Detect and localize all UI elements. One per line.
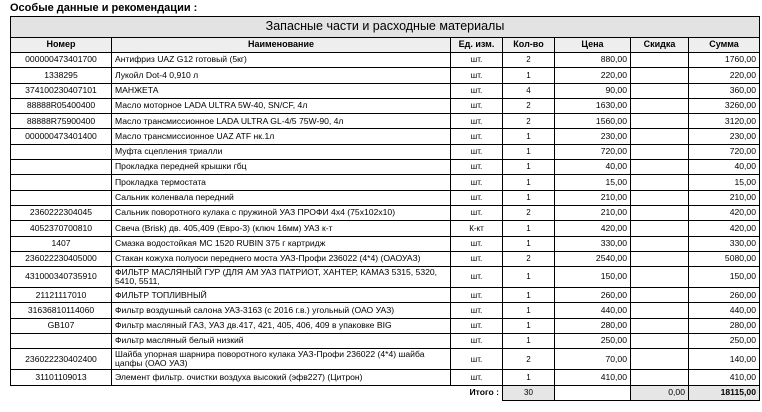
cell-price: 1560,00 xyxy=(555,114,631,129)
cell-qty: 1 xyxy=(503,129,555,144)
cell-unit: шт. xyxy=(451,144,503,159)
cell-sum: 250,00 xyxy=(689,334,760,349)
cell-price: 250,00 xyxy=(555,334,631,349)
table-row xyxy=(11,303,760,318)
cell-unit: шт. xyxy=(451,349,503,370)
cell-unit: шт. xyxy=(451,334,503,349)
cell-discount xyxy=(631,318,689,333)
cell-sum: 230,00 xyxy=(689,129,760,144)
cell-price: 70,00 xyxy=(555,349,631,370)
table-row xyxy=(11,221,760,236)
cell-discount xyxy=(631,160,689,175)
totals-spacer xyxy=(112,385,451,400)
cell-price: 1630,00 xyxy=(555,98,631,113)
cell-name: Антифриз UAZ G12 готовый (5кг) xyxy=(112,53,451,68)
cell-discount xyxy=(631,303,689,318)
table-row xyxy=(11,205,760,220)
cell-name: Масло трансмиссионное UAZ ATF нк.1л xyxy=(112,129,451,144)
cell-sum: 330,00 xyxy=(689,236,760,251)
header-sum: Сумма xyxy=(689,38,760,53)
cell-unit: шт. xyxy=(451,205,503,220)
cell-sum: 720,00 xyxy=(689,144,760,159)
cell-qty: 1 xyxy=(503,144,555,159)
cell-discount xyxy=(631,370,689,385)
cell-qty: 2 xyxy=(503,205,555,220)
cell-qty: 1 xyxy=(503,370,555,385)
table-header-row xyxy=(11,38,760,53)
cell-qty: 1 xyxy=(503,334,555,349)
cell-qty: 2 xyxy=(503,114,555,129)
cell-qty: 2 xyxy=(503,251,555,266)
cell-sum: 360,00 xyxy=(689,83,760,98)
cell-discount xyxy=(631,175,689,190)
header-number: Номер xyxy=(11,38,112,53)
cell-name: Смазка водостойкая МС 1520 RUBIN 375 г картридж xyxy=(112,236,451,251)
totals-price xyxy=(555,385,631,400)
cell-sum: 440,00 xyxy=(689,303,760,318)
cell-qty: 1 xyxy=(503,267,555,288)
cell-price: 440,00 xyxy=(555,303,631,318)
table-row xyxy=(11,160,760,175)
cell-sum: 410,00 xyxy=(689,370,760,385)
totals-spacer xyxy=(11,385,112,400)
cell-unit: шт. xyxy=(451,370,503,385)
totals-sum: 18115,00 xyxy=(689,385,760,400)
cell-unit: шт. xyxy=(451,83,503,98)
cell-discount xyxy=(631,205,689,220)
cell-unit: шт. xyxy=(451,68,503,83)
cell-discount xyxy=(631,114,689,129)
cell-number: 236022230405000 xyxy=(11,251,112,266)
cell-number xyxy=(11,144,112,159)
cell-number: 1338295 xyxy=(11,68,112,83)
cell-discount xyxy=(631,267,689,288)
cell-qty: 1 xyxy=(503,160,555,175)
cell-sum: 15,00 xyxy=(689,175,760,190)
cell-sum: 140,00 xyxy=(689,349,760,370)
cell-name: Фильтр масляный ГАЗ, УАЗ дв.417, 421, 405, 406, 409 в упаковке BIG xyxy=(112,318,451,333)
cell-discount xyxy=(631,53,689,68)
cell-qty: 4 xyxy=(503,83,555,98)
cell-sum: 210,00 xyxy=(689,190,760,205)
cell-number xyxy=(11,190,112,205)
header-name: Наименование xyxy=(112,38,451,53)
cell-number xyxy=(11,160,112,175)
cell-price: 15,00 xyxy=(555,175,631,190)
cell-number: 88888R75900400 xyxy=(11,114,112,129)
cell-number: 236022230402400 xyxy=(11,349,112,370)
cell-name: ФИЛЬТР МАСЛЯНЫЙ ГУР (ДЛЯ АМ УАЗ ПАТРИОТ, ХАНТЕР, КАМАЗ 5315, 5320, 5410, 5511, xyxy=(112,267,451,288)
cell-number: 1407 xyxy=(11,236,112,251)
cell-discount xyxy=(631,129,689,144)
cell-name: МАНЖЕТА xyxy=(112,83,451,98)
cell-name: Фильтр масляный белый низкий xyxy=(112,334,451,349)
cell-number xyxy=(11,334,112,349)
table-row xyxy=(11,83,760,98)
cell-discount xyxy=(631,221,689,236)
cell-discount xyxy=(631,98,689,113)
cell-qty: 1 xyxy=(503,318,555,333)
cell-number: GB107 xyxy=(11,318,112,333)
cell-sum: 280,00 xyxy=(689,318,760,333)
cell-qty: 1 xyxy=(503,221,555,236)
cell-number: 000000473401700 xyxy=(11,53,112,68)
cell-name: Элемент фильтр. очистки воздуха высокий (эфв227) (Цитрон) xyxy=(112,370,451,385)
table-row xyxy=(11,334,760,349)
table-row xyxy=(11,318,760,333)
cell-name: Прокладка передней крышки гбц xyxy=(112,160,451,175)
cell-number: 2360222304045 xyxy=(11,205,112,220)
cell-price: 210,00 xyxy=(555,190,631,205)
table-row xyxy=(11,370,760,385)
cell-sum: 220,00 xyxy=(689,68,760,83)
cell-name: Шайба упорная шарнира поворотного кулака УАЗ-Профи 236022 (4*4) шайба цапфы (ОАО УАЗ) xyxy=(112,349,451,370)
cell-discount xyxy=(631,68,689,83)
cell-unit: шт. xyxy=(451,236,503,251)
header-price: Цена xyxy=(555,38,631,53)
cell-price: 90,00 xyxy=(555,83,631,98)
cell-price: 210,00 xyxy=(555,205,631,220)
cell-price: 410,00 xyxy=(555,370,631,385)
table-body xyxy=(11,53,760,386)
cell-price: 220,00 xyxy=(555,68,631,83)
totals-discount: 0,00 xyxy=(631,385,689,400)
cell-unit: шт. xyxy=(451,190,503,205)
cell-qty: 1 xyxy=(503,288,555,303)
cell-unit: шт. xyxy=(451,114,503,129)
header-qty: Кол-во xyxy=(503,38,555,53)
cell-price: 2540,00 xyxy=(555,251,631,266)
table-row xyxy=(11,144,760,159)
cell-discount xyxy=(631,236,689,251)
table-row xyxy=(11,267,760,288)
cell-unit: шт. xyxy=(451,251,503,266)
totals-row xyxy=(11,385,760,400)
cell-unit: шт. xyxy=(451,160,503,175)
cell-name: ФИЛЬТР ТОПЛИВНЫЙ xyxy=(112,288,451,303)
cell-name: Фильтр воздушный салона УАЗ-3163 (с 2016 г.в.) угольный (ОАО УАЗ) xyxy=(112,303,451,318)
cell-sum: 1760,00 xyxy=(689,53,760,68)
cell-unit: шт. xyxy=(451,267,503,288)
cell-sum: 420,00 xyxy=(689,221,760,236)
header-discount: Скидка xyxy=(631,38,689,53)
cell-name: Сальник поворотного кулака с пружиной УАЗ ПРОФИ 4х4 (75х102х10) xyxy=(112,205,451,220)
cell-name: Масло моторное LADA ULTRA 5W-40, SN/CF, 4л xyxy=(112,98,451,113)
cell-number: 374100230407101 xyxy=(11,83,112,98)
cell-number: 431000340735910 xyxy=(11,267,112,288)
cell-qty: 2 xyxy=(503,349,555,370)
cell-sum: 40,00 xyxy=(689,160,760,175)
cell-discount xyxy=(631,83,689,98)
cell-number xyxy=(11,175,112,190)
cell-unit: шт. xyxy=(451,98,503,113)
cell-number: 4052370700810 xyxy=(11,221,112,236)
table-row xyxy=(11,251,760,266)
cell-qty: 1 xyxy=(503,190,555,205)
totals-label: Итого : xyxy=(469,387,499,398)
cell-name: Свеча (Brisk) дв. 405,409 (Евро-3) (ключ 16мм) УАЗ к-т xyxy=(112,221,451,236)
cell-unit: К-кт xyxy=(451,221,503,236)
cell-qty: 2 xyxy=(503,53,555,68)
table-row xyxy=(11,98,760,113)
cell-unit: шт. xyxy=(451,129,503,144)
cell-sum: 420,00 xyxy=(689,205,760,220)
page-title: Особые данные и рекомендации : xyxy=(10,2,198,14)
cell-unit: шт. xyxy=(451,53,503,68)
cell-discount xyxy=(631,334,689,349)
table-row xyxy=(11,68,760,83)
cell-unit: шт. xyxy=(451,175,503,190)
cell-unit: шт. xyxy=(451,303,503,318)
table-title: Запасные части и расходные материалы xyxy=(11,17,760,38)
cell-sum: 5080,00 xyxy=(689,251,760,266)
parts-table xyxy=(10,16,760,401)
cell-discount xyxy=(631,288,689,303)
cell-discount xyxy=(631,349,689,370)
cell-number: 88888R05400400 xyxy=(11,98,112,113)
cell-name: Лукойл Dot-4 0,910 л xyxy=(112,68,451,83)
cell-qty: 1 xyxy=(503,68,555,83)
cell-unit: шт. xyxy=(451,288,503,303)
cell-discount xyxy=(631,190,689,205)
cell-price: 260,00 xyxy=(555,288,631,303)
table-row xyxy=(11,53,760,68)
cell-sum: 3260,00 xyxy=(689,98,760,113)
cell-number: 21121117010 xyxy=(11,288,112,303)
cell-number: 000000473401400 xyxy=(11,129,112,144)
table-row xyxy=(11,114,760,129)
cell-discount xyxy=(631,251,689,266)
cell-name: Муфта сцепления триалли xyxy=(112,144,451,159)
table-row xyxy=(11,190,760,205)
cell-price: 330,00 xyxy=(555,236,631,251)
cell-name: Стакан кожуха полуоси переднего моста УАЗ-Профи 236022 (4*4) (ОАОУАЗ) xyxy=(112,251,451,266)
cell-qty: 2 xyxy=(503,98,555,113)
cell-sum: 260,00 xyxy=(689,288,760,303)
cell-price: 150,00 xyxy=(555,267,631,288)
cell-price: 720,00 xyxy=(555,144,631,159)
cell-discount xyxy=(631,144,689,159)
cell-qty: 1 xyxy=(503,236,555,251)
cell-sum: 150,00 xyxy=(689,267,760,288)
table-row xyxy=(11,236,760,251)
cell-name: Сальник коленвала передний xyxy=(112,190,451,205)
table-row xyxy=(11,288,760,303)
cell-name: Прокладка термостата xyxy=(112,175,451,190)
cell-price: 880,00 xyxy=(555,53,631,68)
cell-number: 31101109013 xyxy=(11,370,112,385)
cell-sum: 3120,00 xyxy=(689,114,760,129)
cell-number: 31636810114060 xyxy=(11,303,112,318)
cell-qty: 1 xyxy=(503,175,555,190)
cell-name: Масло трансмиссионное LADA ULTRA GL-4/5 75W-90, 4л xyxy=(112,114,451,129)
cell-price: 40,00 xyxy=(555,160,631,175)
header-unit: Ед. изм. xyxy=(451,38,503,53)
cell-price: 420,00 xyxy=(555,221,631,236)
table-row xyxy=(11,129,760,144)
table-row xyxy=(11,175,760,190)
cell-price: 230,00 xyxy=(555,129,631,144)
cell-price: 280,00 xyxy=(555,318,631,333)
table-row xyxy=(11,349,760,370)
cell-qty: 1 xyxy=(503,303,555,318)
totals-qty: 30 xyxy=(503,385,555,400)
cell-unit: шт. xyxy=(451,318,503,333)
